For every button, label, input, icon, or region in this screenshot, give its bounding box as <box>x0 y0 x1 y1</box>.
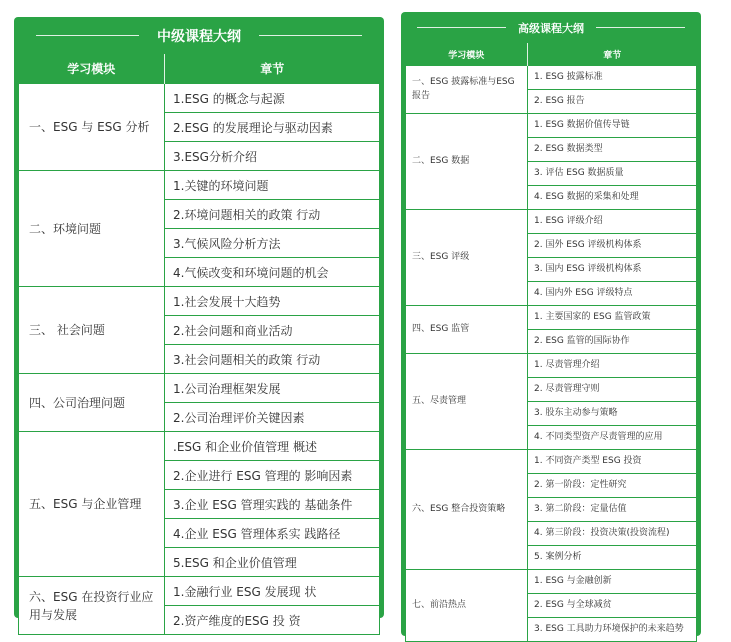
chapter-item: 4.气候改变和环境问题的机会 <box>165 258 380 287</box>
table-row <box>406 306 697 330</box>
intermediate-table-body <box>19 84 380 635</box>
chapter-item: .ESG 和企业价值管理 概述 <box>165 432 380 461</box>
advanced-title: 高级课程大纲 <box>518 21 584 35</box>
intermediate-syllabus-table <box>18 54 380 635</box>
chapter-item: 1.ESG 的概念与起源 <box>165 84 380 113</box>
chapter-item: 2.社会问题和商业活动 <box>165 316 380 345</box>
module-name: 五、尽责管理 <box>406 354 528 450</box>
table-header-row <box>19 54 380 84</box>
module-name: 三、 社会问题 <box>19 287 165 374</box>
title-divider-left <box>417 27 506 28</box>
table-row <box>406 66 697 90</box>
chapter-item: 3. 国内 ESG 评级机构体系 <box>528 258 697 282</box>
chapter-item: 4. 国内外 ESG 评级特点 <box>528 282 697 306</box>
chapter-item: 2. ESG 报告 <box>528 90 697 114</box>
chapter-item: 3.ESG分析介绍 <box>165 142 380 171</box>
table-row <box>19 287 380 316</box>
chapter-item: 2. 尽责管理守则 <box>528 378 697 402</box>
chapter-item: 1. ESG 评级介绍 <box>528 210 697 234</box>
chapter-item: 2. ESG 与全球减贫 <box>528 594 697 618</box>
chapter-item: 1.公司治理框架发展 <box>165 374 380 403</box>
chapter-item: 2.企业进行 ESG 管理的 影响因素 <box>165 461 380 490</box>
table-row <box>406 114 697 138</box>
title-divider-right <box>596 27 685 28</box>
intermediate-title: 中级课程大纲 <box>157 28 241 45</box>
title-divider-right <box>259 35 362 36</box>
module-name: 五、ESG 与企业管理 <box>19 432 165 577</box>
chapter-item: 5.ESG 和企业价值管理 <box>165 548 380 577</box>
chapter-item: 1. ESG 披露标准 <box>528 66 697 90</box>
chapter-item: 2. 第一阶段：定性研究 <box>528 474 697 498</box>
chapter-item: 4. ESG 数据的采集和处理 <box>528 186 697 210</box>
chapter-item: 2. 国外 ESG 评级机构体系 <box>528 234 697 258</box>
title-divider-left <box>36 35 139 36</box>
module-name: 二、ESG 数据 <box>406 114 528 210</box>
chapter-item: 3. ESG 工具助力环境保护的未来趋势 <box>528 618 697 642</box>
module-name: 四、ESG 监管 <box>406 306 528 354</box>
chapter-column-header: 章节 <box>528 43 697 66</box>
chapter-item: 3. 第二阶段：定量估值 <box>528 498 697 522</box>
table-row <box>406 450 697 474</box>
module-name: 四、公司治理问题 <box>19 374 165 432</box>
chapter-item: 5. 案例分析 <box>528 546 697 570</box>
chapter-item: 2. ESG 数据类型 <box>528 138 697 162</box>
chapter-item: 1. 主要国家的 ESG 监管政策 <box>528 306 697 330</box>
module-column-header: 学习模块 <box>406 43 528 66</box>
module-name: 六、ESG 在投资行业应用与发展 <box>19 577 165 635</box>
chapter-item: 2.环境问题相关的政策 行动 <box>165 200 380 229</box>
module-name: 二、环境问题 <box>19 171 165 287</box>
chapter-item: 3. 评估 ESG 数据质量 <box>528 162 697 186</box>
chapter-column-header: 章节 <box>165 54 380 84</box>
table-row <box>19 432 380 461</box>
module-name: 六、ESG 整合投资策略 <box>406 450 528 570</box>
chapter-item: 3.气候风险分析方法 <box>165 229 380 258</box>
chapter-item: 2.ESG 的发展理论与驱动因素 <box>165 113 380 142</box>
chapter-item: 2. ESG 监管的国际协作 <box>528 330 697 354</box>
chapter-item: 2.公司治理评价关键因素 <box>165 403 380 432</box>
advanced-syllabus-panel <box>401 12 701 636</box>
chapter-item: 1.关键的环境问题 <box>165 171 380 200</box>
table-row <box>19 374 380 403</box>
table-row <box>19 84 380 113</box>
chapter-item: 1. ESG 与金融创新 <box>528 570 697 594</box>
table-row <box>19 577 380 606</box>
table-row <box>406 570 697 594</box>
chapter-item: 1. 不同资产类型 ESG 投资 <box>528 450 697 474</box>
module-name: 七、前沿热点 <box>406 570 528 642</box>
chapter-item: 3.企业 ESG 管理实践的 基础条件 <box>165 490 380 519</box>
chapter-item: 4. 第三阶段：投资决策(投资流程) <box>528 522 697 546</box>
chapter-item: 2.资产维度的ESG 投 资 <box>165 606 380 635</box>
module-name: 一、ESG 与 ESG 分析 <box>19 84 165 171</box>
chapter-item: 1. ESG 数据价值传导链 <box>528 114 697 138</box>
advanced-syllabus-table <box>405 43 697 642</box>
intermediate-title-bar <box>18 17 380 54</box>
intermediate-syllabus-panel <box>14 17 384 628</box>
chapter-item: 1.金融行业 ESG 发展现 状 <box>165 577 380 606</box>
table-row <box>406 354 697 378</box>
table-header-row <box>406 43 697 66</box>
chapter-item: 1.社会发展十大趋势 <box>165 287 380 316</box>
chapter-item: 4.企业 ESG 管理体系实 践路径 <box>165 519 380 548</box>
table-row <box>406 210 697 234</box>
advanced-title-bar <box>405 12 697 43</box>
chapter-item: 3.社会问题相关的政策 行动 <box>165 345 380 374</box>
module-name: 三、ESG 评级 <box>406 210 528 306</box>
table-row <box>19 171 380 200</box>
chapter-item: 1. 尽责管理介绍 <box>528 354 697 378</box>
module-column-header: 学习模块 <box>19 54 165 84</box>
advanced-table-body <box>406 66 697 642</box>
chapter-item: 3. 股东主动参与策略 <box>528 402 697 426</box>
chapter-item: 4. 不同类型资产尽责管理的应用 <box>528 426 697 450</box>
module-name: 一、ESG 披露标准与ESG 报告 <box>406 66 528 114</box>
